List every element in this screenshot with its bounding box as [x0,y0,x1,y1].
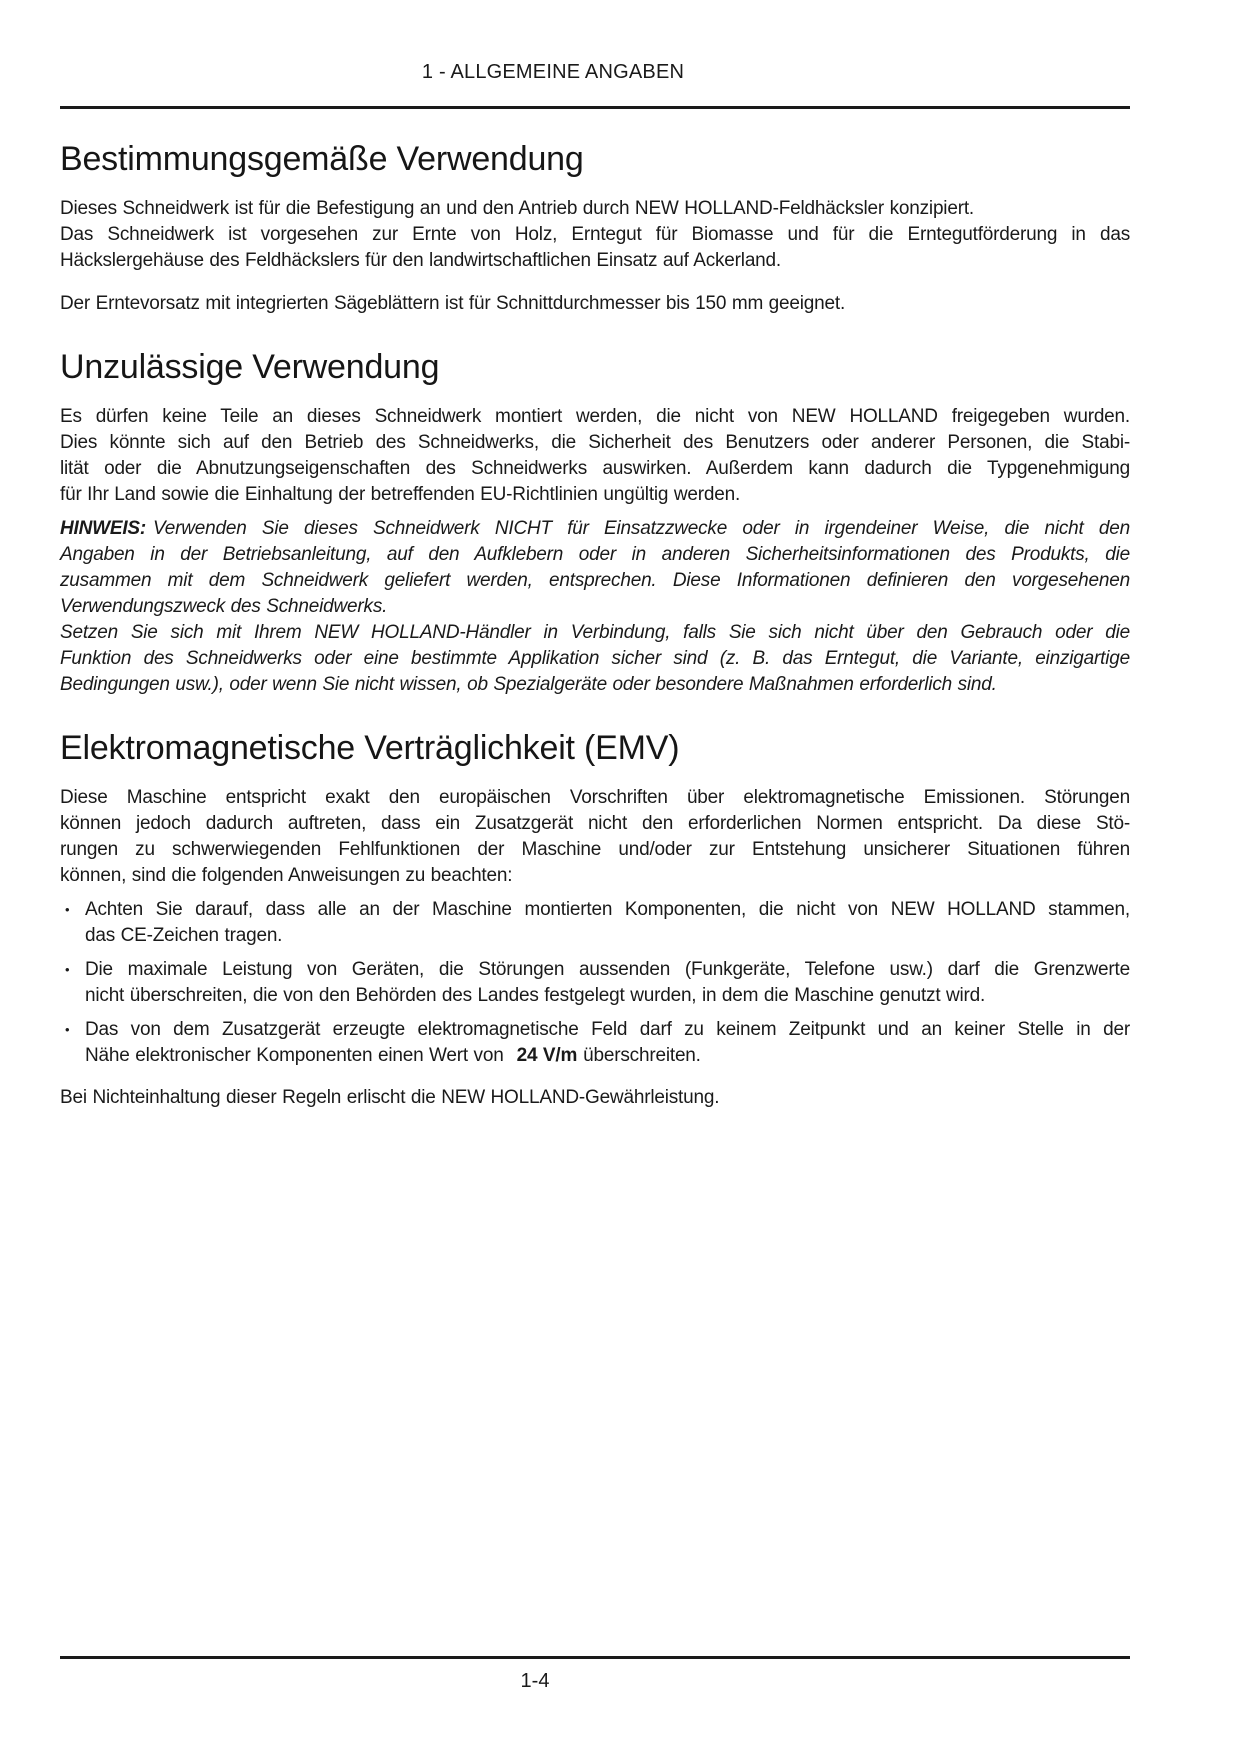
paragraph [60,404,1130,508]
paragraph [60,196,1130,274]
text-line: Der Erntevorsatz mit integrierten Sägeblättern ist für Schnittdurchmesser bis 150 mm geeignet. [60,293,846,314]
text-line: Bei Nichteinhaltung dieser Regeln erlischt die NEW HOLLAND-Gewährleistung. [60,1087,720,1108]
section-emc [60,728,1130,1111]
bullet-list [60,897,1130,1069]
section-prohibited-use [60,347,1130,698]
text-line [60,516,1130,542]
text-line: zusammen mit dem Schneidwerk geliefert werden, entsprechen. Diese Informationen definieren den vorgesehenen [60,570,1130,591]
text-line [85,1043,1130,1069]
page-number: 1-4 [520,1670,550,1692]
note-text: Verwenden Sie dieses Schneidwerk NICHT für Einsatzzwecke oder in irgendeiner Weise, die nicht den [153,518,1130,539]
text-line: Häckslergehäuse des Feldhäckslers für den landwirtschaftlichen Einsatz auf Ackerland. [60,250,781,271]
bullet-text [85,957,1130,1009]
paragraph [60,291,1130,317]
note-block [60,516,1130,698]
paragraph-warranty-note [60,1085,1130,1111]
bullet-text [85,1017,1130,1069]
running-header [60,0,1130,109]
text-line: rungen zu schwerwiegenden Fehlfunktionen der Maschine und/oder zur Entstehung unsicherer Situationen führen [60,839,1130,860]
list-item [60,1017,1130,1069]
header-rule [60,106,1130,109]
text-line: Diese Maschine entspricht exakt den europäischen Vorschriften über elektromagnetische Emissionen. Störungen [60,787,1130,808]
text-line: für Ihr Land sowie die Einhaltung der betreffenden EU-Richtlinien ungültig werden. [60,484,741,505]
emv-limit-post: überschreiten. [583,1045,701,1066]
text-line: Achten Sie darauf, dass alle an der Maschine montierten Komponenten, die nicht von NEW HOLLAND stammen, [85,899,1130,920]
chapter-title: 1 - ALLGEMEINE ANGABEN [421,61,685,83]
note-label: HINWEIS: [60,518,147,539]
text-line: Dies könnte sich auf den Betrieb des Schneidwerks, die Sicherheit des Benutzers oder anderer Personen, die Stabi- [60,432,1130,453]
text-line: Es dürfen keine Teile an dieses Schneidwerk montiert werden, die nicht von NEW HOLLAND freigegeben wurden. [60,406,1130,427]
text-line: Die maximale Leistung von Geräten, die Störungen aussenden (Funkgeräte, Telefone usw.) darf die Grenzwerte [85,959,1130,980]
text-line: Funktion des Schneidwerks oder eine bestimmte Applikation sicher sind (z. B. das Erntegut, die Variante, einzigartige [60,648,1130,669]
text-line: nicht überschreiten, die von den Behörden des Landes festgelegt wurden, in dem die Maschine genutzt wird. [85,985,986,1006]
emv-limit-value: 24 V/m [516,1045,578,1066]
bullet-icon: • [65,1022,70,1037]
text-line: das CE-Zeichen tragen. [85,925,283,946]
section-heading-emc: Elektromagnetische Verträglichkeit (EMV) [60,729,680,767]
bullet-icon: • [65,962,70,977]
text-line: Das Schneidwerk ist vorgesehen zur Ernte von Holz, Erntegut für Biomasse und für die Erntegutförderung in das [60,224,1130,245]
text-line: können, sind die folgenden Anweisungen zu beachten: [60,865,513,886]
list-item [60,897,1130,949]
text-line: Bedingungen usw.), oder wenn Sie nicht wissen, ob Spezialgeräte oder besondere Maßnahmen erforderlich sind. [60,674,997,695]
emv-limit-pre: Nähe elektronischer Komponenten einen Wert von [85,1045,504,1066]
text-line: Dieses Schneidwerk ist für die Befestigung an und den Antrieb durch NEW HOLLAND-Feldhäcksler konzipiert. [60,198,974,219]
text-line: Setzen Sie sich mit Ihrem NEW HOLLAND-Händler in Verbindung, falls Sie sich nicht über den Gebrauch oder die [60,622,1130,643]
section-heading-prohibited-use: Unzulässige Verwendung [60,348,440,386]
text-line: Angaben in der Betriebsanleitung, auf den Aufklebern oder in anderen Sicherheitsinformationen des Produkts, die [60,544,1130,565]
section-intended-use [60,139,1130,317]
text-line: lität oder die Abnutzungseigenschaften des Schneidwerks auswirken. Außerdem kann dadurch die Typgenehmigung [60,458,1130,479]
page-footer [60,1656,1130,1693]
text-line: können jedoch dadurch auftreten, dass ein Zusatzgerät nicht den erforderlichen Normen entspricht. Da diese Stö- [60,813,1130,834]
section-heading-intended-use: Bestimmungsgemäße Verwendung [60,140,584,178]
text-line: Das von dem Zusatzgerät erzeugte elektromagnetische Feld darf zu keinem Zeitpunkt und an keiner Stelle in der [85,1019,1130,1040]
list-item [60,957,1130,1009]
bullet-text [85,897,1130,949]
bullet-icon: • [65,902,70,917]
paragraph [60,785,1130,889]
footer-rule [60,1656,1130,1659]
text-line: Verwendungszweck des Schneidwerks. [60,596,388,617]
